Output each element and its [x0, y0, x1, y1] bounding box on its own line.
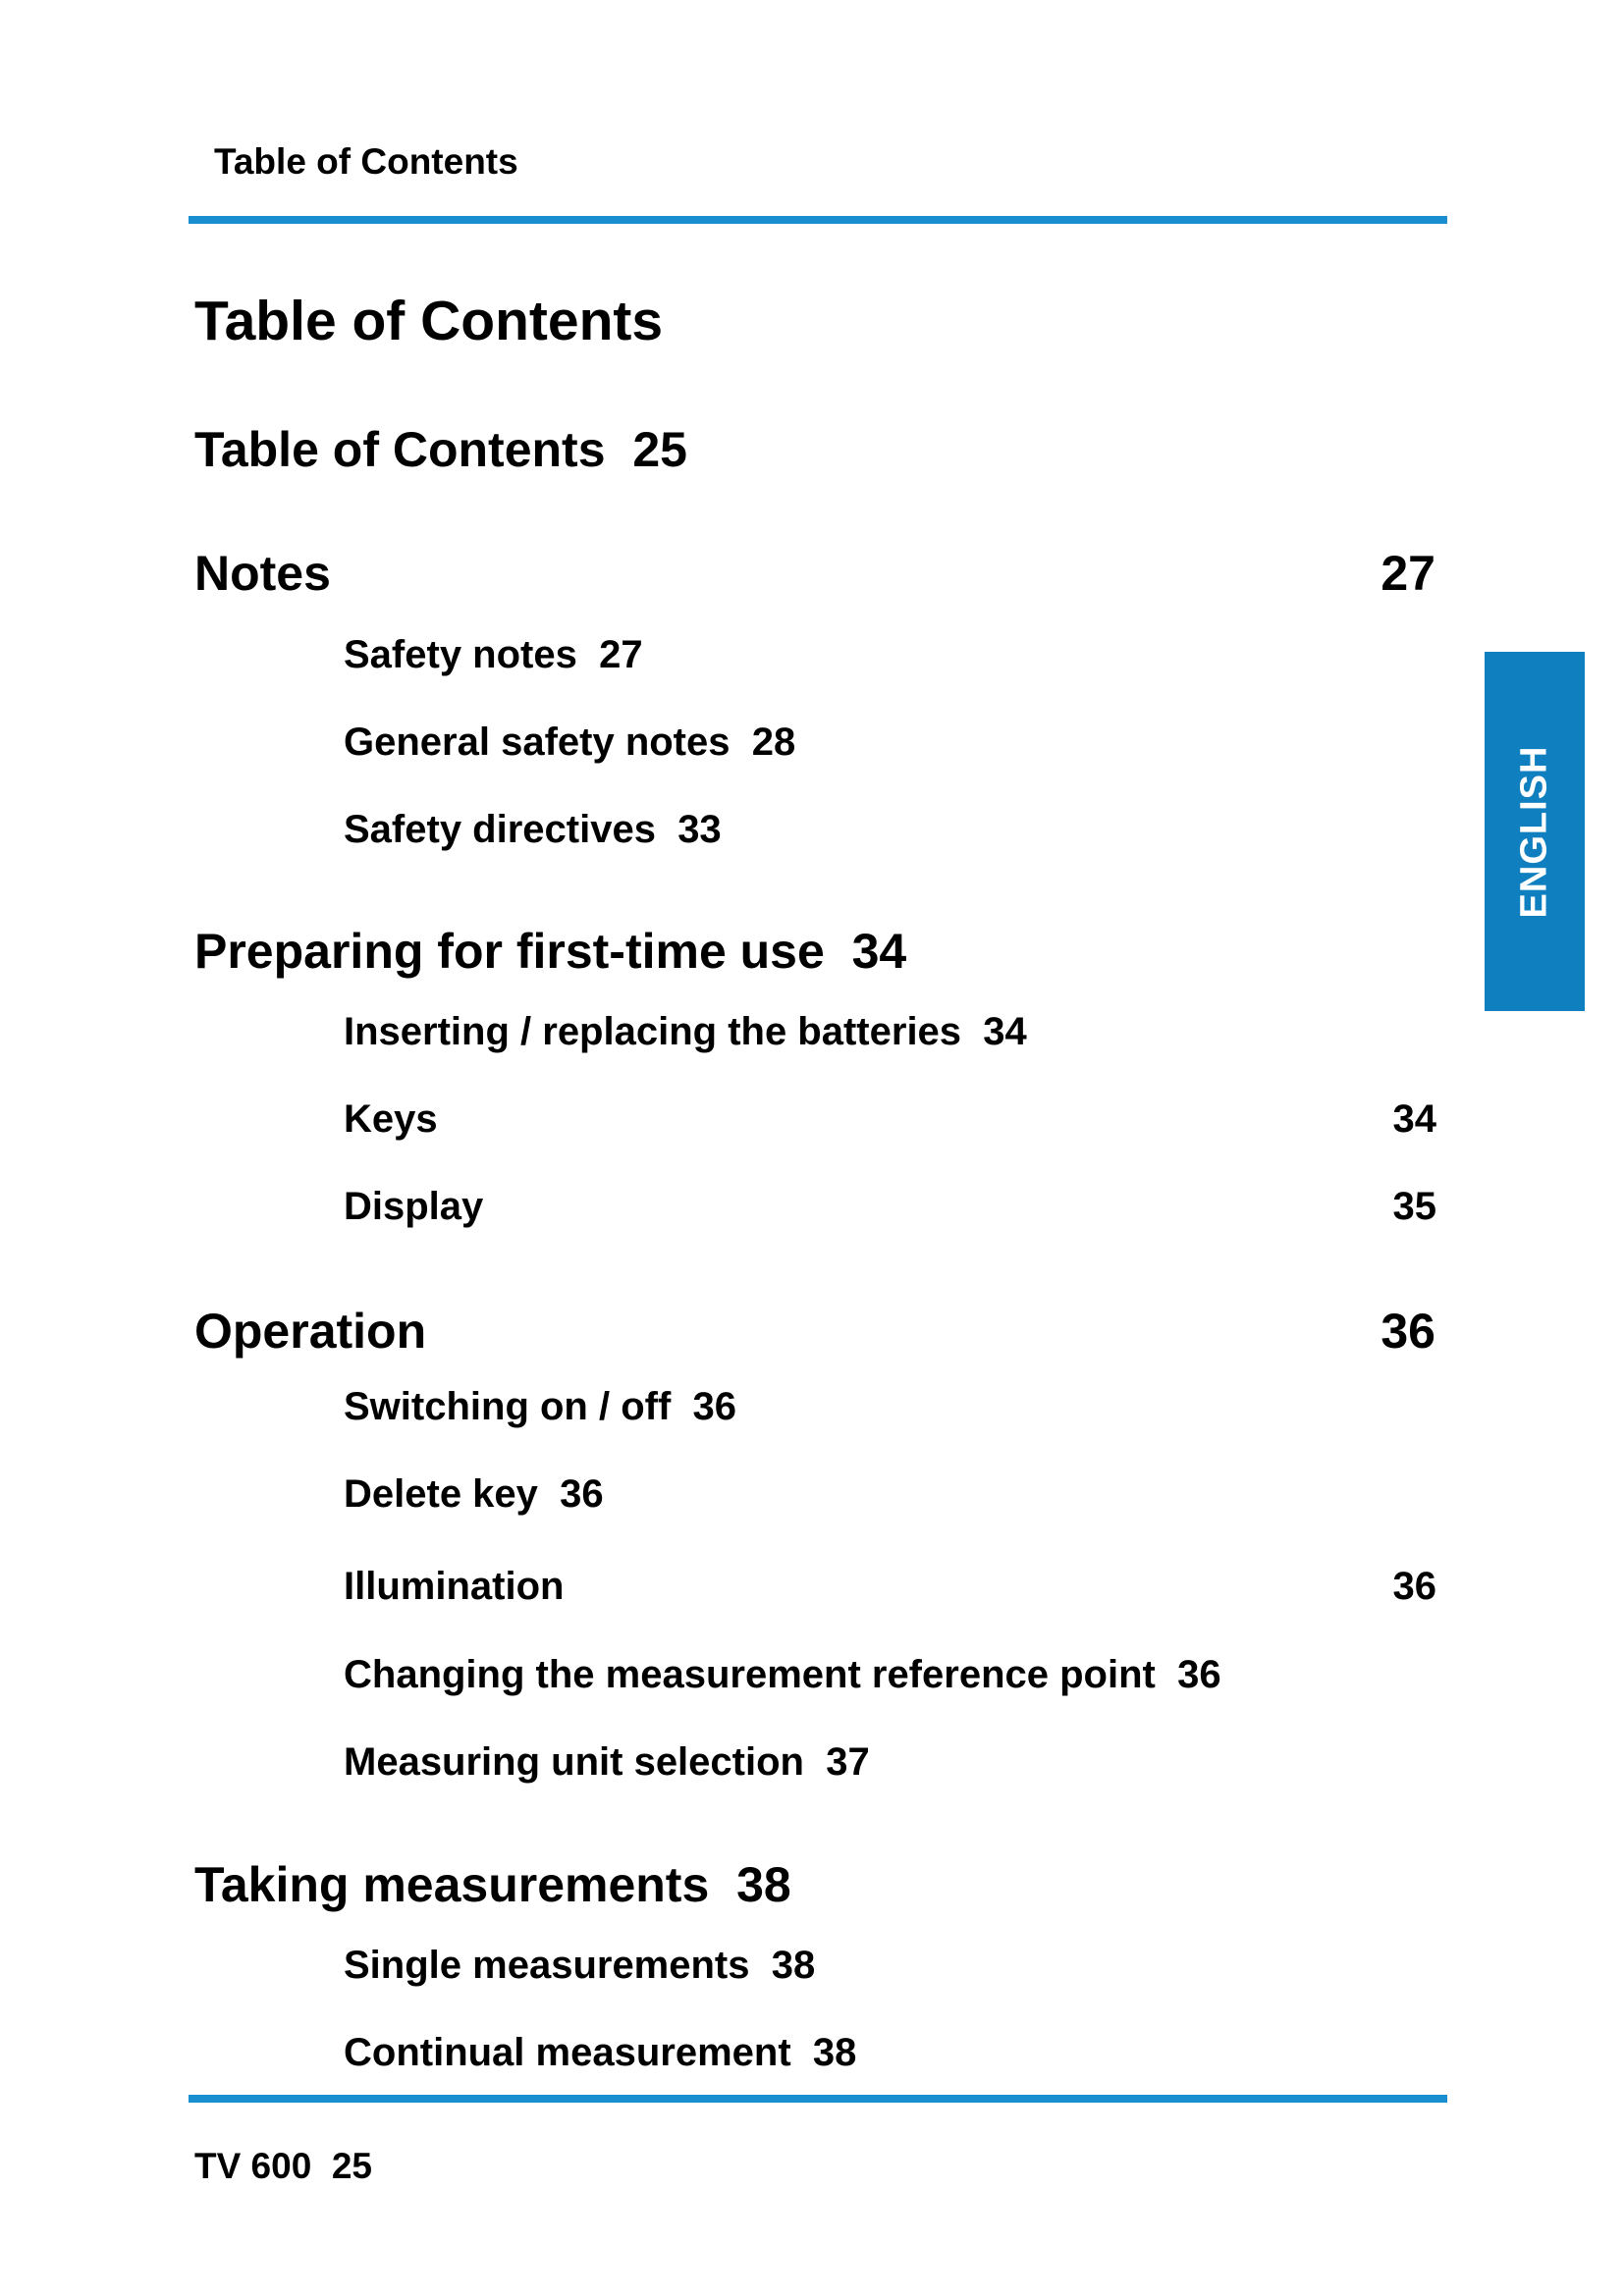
- toc-entry-title: General safety notes: [344, 721, 731, 764]
- toc-entry-title: Operation: [194, 1304, 427, 1359]
- toc-entry-keys-page: 34: [1392, 1097, 1436, 1141]
- footer-rule: [189, 2095, 1447, 2103]
- toc-entry-title: Safety directives: [344, 808, 656, 851]
- toc-entry-reference-point[interactable]: [344, 1650, 1221, 1699]
- toc-entry-title: Changing the measurement reference point: [344, 1653, 1156, 1696]
- toc-entry-page: 36: [1177, 1653, 1221, 1696]
- footer-model: TV 600: [194, 2146, 312, 2186]
- toc-entry-keys[interactable]: [344, 1095, 438, 1144]
- toc-entry-operation-page: 36: [1380, 1304, 1435, 1359]
- toc-entry-page: 33: [677, 808, 722, 851]
- toc-entry-page: 34: [983, 1010, 1027, 1053]
- toc-entry-display-page: 35: [1392, 1185, 1436, 1228]
- header-rule: [189, 216, 1447, 224]
- page-title: Table of Contents: [194, 290, 664, 352]
- toc-entry-unit-selection[interactable]: [344, 1737, 870, 1787]
- toc-entry-title: Delete key: [344, 1472, 538, 1516]
- toc-entry-notes[interactable]: [194, 544, 331, 603]
- toc-entry-title: Switching on / off: [344, 1385, 672, 1428]
- toc-entry-page: 38: [771, 1944, 816, 1987]
- toc-entry-page: 38: [812, 2031, 857, 2074]
- toc-entry-title: Measuring unit selection: [344, 1740, 804, 1784]
- toc-entry-page: 28: [751, 721, 796, 764]
- toc-entry-single-measurements[interactable]: [344, 1941, 815, 1990]
- toc-entry-title: Inserting / replacing the batteries: [344, 1010, 962, 1053]
- toc-entry-switching[interactable]: [344, 1382, 736, 1431]
- toc-entry-title: Notes: [194, 546, 331, 601]
- toc-entry-preparing[interactable]: [194, 922, 906, 981]
- toc-entry-title: Continual measurement: [344, 2031, 791, 2074]
- toc-entry-delete-key[interactable]: [344, 1469, 604, 1519]
- toc-entry-title: Illumination: [344, 1565, 565, 1608]
- page-footer: [194, 2142, 372, 2191]
- toc-entry-title: Preparing for first-time use: [194, 924, 825, 979]
- toc-entry-title: Keys: [344, 1097, 438, 1141]
- toc-entry-illumination-page: 36: [1392, 1565, 1436, 1608]
- toc-entry-page: 34: [851, 924, 907, 979]
- toc-entry-illumination[interactable]: [344, 1562, 564, 1611]
- toc-entry-notes-page: 27: [1380, 546, 1435, 601]
- toc-entry-title: Taking measurements: [194, 1857, 710, 1912]
- toc-entry-page: 36: [692, 1385, 737, 1428]
- toc-entry-page: 27: [599, 633, 643, 676]
- toc-entry-title: Display: [344, 1185, 484, 1228]
- toc-entry-title: Safety notes: [344, 633, 577, 676]
- running-header: Table of Contents: [214, 141, 518, 182]
- toc-entry-display[interactable]: [344, 1182, 483, 1231]
- toc-entry-page: 37: [826, 1740, 870, 1784]
- toc-entry-title: Table of Contents: [194, 422, 606, 477]
- toc-entry-batteries[interactable]: [344, 1007, 1027, 1056]
- toc-entry-taking-measurements[interactable]: [194, 1855, 791, 1914]
- footer-page-number: 25: [331, 2146, 373, 2186]
- toc-entry-page: 38: [736, 1857, 791, 1912]
- language-tab: [1485, 652, 1585, 1011]
- toc-entry-continual-measurement[interactable]: [344, 2028, 856, 2077]
- toc-entry-page: 25: [632, 422, 687, 477]
- language-tab-label: ENGLISH: [1513, 745, 1555, 918]
- toc-entry-operation[interactable]: [194, 1302, 426, 1361]
- toc-entry-page: 36: [560, 1472, 604, 1516]
- toc-entry-safety-notes[interactable]: [344, 630, 643, 679]
- toc-entry-general-safety-notes[interactable]: [344, 718, 795, 767]
- toc-entry-table-of-contents[interactable]: [194, 420, 687, 479]
- toc-entry-title: Single measurements: [344, 1944, 750, 1987]
- toc-entry-safety-directives[interactable]: [344, 805, 722, 854]
